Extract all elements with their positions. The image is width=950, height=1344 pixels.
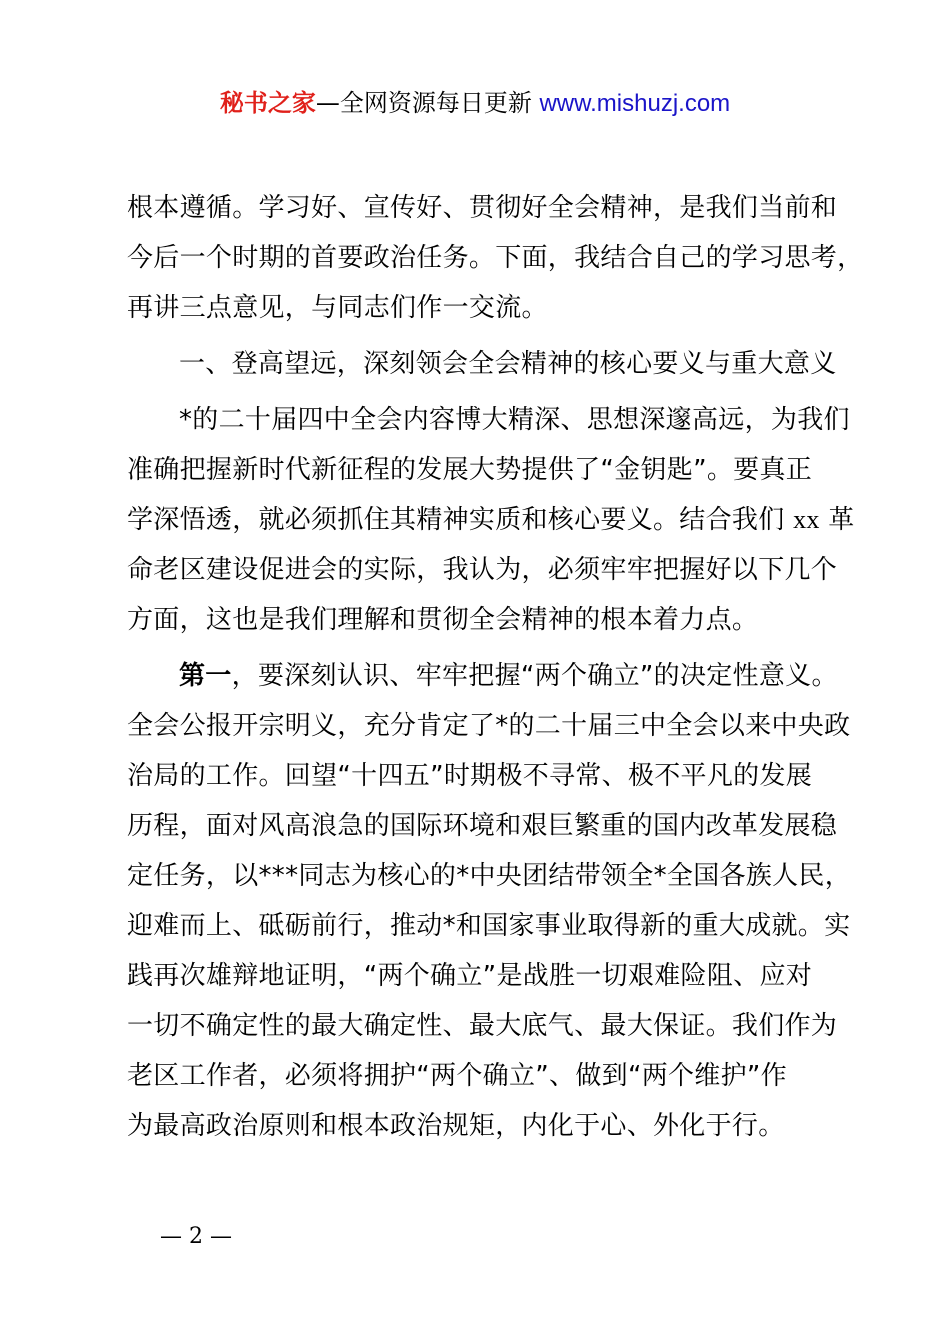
text-line xyxy=(127,651,839,701)
text-line: 再讲三点意见，与同志们作一交流。 xyxy=(127,293,548,323)
text-line: 一切不确定性的最大确定性、最大底气、最大保证。我们作为 xyxy=(127,1011,838,1041)
text-line: 治局的工作。回望“十四五”时期极不寻常、极不平凡的发展 xyxy=(127,761,813,791)
text-line: 方面，这也是我们理解和贯彻全会精神的根本着力点。 xyxy=(127,605,759,635)
section-heading: 一、登高望远，深刻领会全会精神的核心要义与重大意义 xyxy=(179,349,837,379)
text-line: 为最高政治原则和根本政治规矩，内化于心、外化于行。 xyxy=(127,1111,785,1141)
text-line: 老区工作者，必须将拥护“两个确立”、做到“两个维护”作 xyxy=(127,1061,787,1091)
text-line: 准确把握新时代新征程的发展大势提供了“金钥匙”。要真正 xyxy=(127,455,813,485)
site-header xyxy=(0,86,950,121)
text-line: 定任务，以***同志为核心的*中央团结带领全*全国各族人民， xyxy=(127,861,852,891)
brand-name: 秘书之家 xyxy=(219,89,316,117)
document-body xyxy=(127,183,864,1151)
text-line: 命老区建设促进会的实际，我认为，必须牢牢把握好以下几个 xyxy=(127,555,838,585)
point-one-paragraph xyxy=(127,651,852,1151)
text-fragment: ，要深刻认识、牢牢把握“两个确立”的决定性意义。 xyxy=(231,661,838,691)
text-line: 迎难而上、砥砺前行，推动*和国家事业取得新的重大成就。实 xyxy=(127,911,851,941)
intro-paragraph xyxy=(127,183,864,333)
text-line: 践再次雄辩地证明，“两个确立”是战胜一切艰难险阻、应对 xyxy=(127,961,813,991)
page-number: — 2 — xyxy=(160,1224,232,1249)
point-label: 第一 xyxy=(179,661,232,691)
header-url[interactable]: www.mishuzj.com xyxy=(539,90,731,117)
text-line: 全会公报开宗明义，充分肯定了*的二十届三中全会以来中央政 xyxy=(127,711,851,741)
text-line xyxy=(127,495,855,545)
section-paragraph xyxy=(127,395,855,645)
header-tagline: —全网资源每日更新 xyxy=(315,89,540,117)
text-fragment: 学深悟透，就必须抓住其精神实质和核心要义。结合我们 xyxy=(127,505,794,535)
text-line: *的二十届四中全会内容博大精深、思想深邃高远，为我们 xyxy=(179,405,850,435)
text-line: 今后一个时期的首要政治任务。下面，我结合自己的学习思考， xyxy=(127,243,864,273)
text-line: 历程，面对风高浪急的国际环境和艰巨繁重的国内改革发展稳 xyxy=(127,811,838,841)
text-line: 根本遵循。学习好、宣传好、贯彻好全会精神，是我们当前和 xyxy=(127,193,838,223)
text-fragment: 革 xyxy=(819,505,855,535)
text-placeholder-xx: xx xyxy=(793,505,820,534)
